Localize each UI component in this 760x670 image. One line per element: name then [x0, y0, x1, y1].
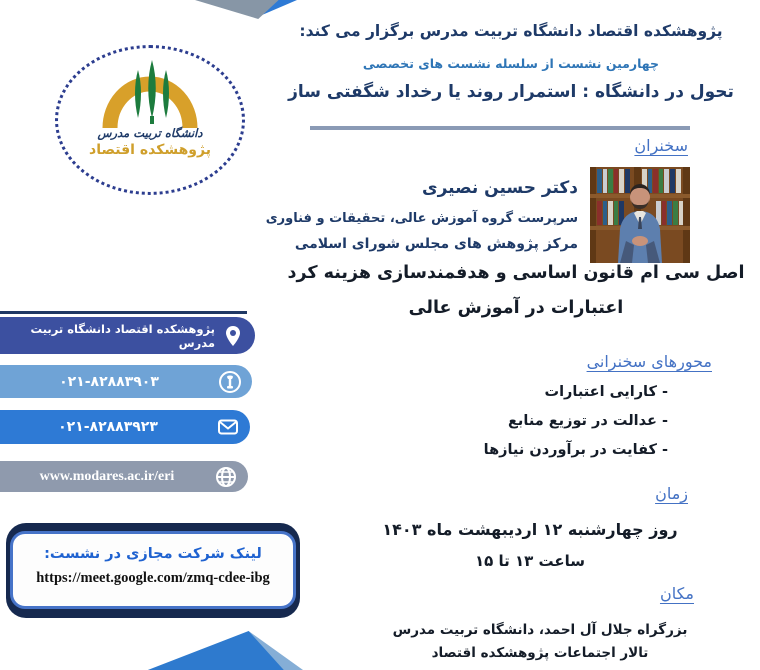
bottom-triangle-decoration	[143, 631, 303, 670]
location-hall: تالار اجتماعات پژوهشکده اقتصاد	[431, 645, 649, 661]
logo-arch-and-trees-icon	[90, 58, 210, 130]
speaker-role-1: سرپرست گروه آموزش عالی، تحقیقات و فناوری	[265, 211, 578, 226]
contact-fax-pill	[0, 410, 250, 444]
event-date: روز چهارشنبه ۱۲ اردیبهشت ماه ۱۴۰۳	[382, 520, 678, 539]
talk-title-line-1: اصل سی ام قانون اساسی و هدفمندسازی هزینه کرد	[287, 263, 745, 283]
topics-section-heading: محورهای سخنرانی	[586, 352, 712, 371]
contact-phone-pill	[0, 365, 252, 398]
speaker-section-heading: سخنران	[634, 136, 688, 155]
location-section-heading: مکان	[659, 584, 694, 603]
envelope-icon	[216, 415, 240, 439]
globe-icon	[214, 465, 238, 489]
virtual-meeting-box	[10, 531, 296, 609]
contact-address-pill	[0, 317, 255, 354]
speaker-name: دکتر حسین نصیری	[422, 178, 578, 198]
topics-list	[484, 384, 668, 471]
speaker-role-2: مرکز پژوهش های مجلس شورای اسلامی	[294, 236, 578, 252]
contact-fax-number: ۰۲۱-۸۲۸۸۳۹۲۳	[58, 419, 158, 435]
contact-phone-number: ۰۲۱-۸۲۸۸۳۹۰۳	[59, 373, 159, 390]
meet-link-label: لینک شرکت مجازی در نشست:	[44, 546, 262, 562]
topic-item: - کفایت در برآوردن نیازها	[483, 442, 668, 458]
event-hours: ساعت ۱۳ تا ۱۵	[474, 552, 586, 570]
topic-item: - عدالت در توزیع منابع	[508, 413, 668, 429]
speaker-portrait-illustration	[590, 167, 690, 263]
meet-link-url[interactable]: https://meet.google.com/zmq-cdee-ibg	[36, 570, 270, 586]
logo-institute-name: پژوهشکده اقتصاد	[89, 142, 211, 158]
location-pin-icon	[221, 324, 245, 348]
title-divider	[310, 126, 690, 130]
event-title: تحول در دانشگاه : استمرار روند یا رخداد شگفتی ساز	[288, 82, 734, 102]
topic-item: - کارایی اعتبارات	[544, 384, 668, 400]
logo-university-name: دانشگاه تربیت مدرس	[97, 126, 203, 140]
location-address: بزرگراه جلال آل احمد، دانشگاه تربیت مدرس	[392, 622, 688, 638]
top-ribbon-decoration	[195, 0, 297, 19]
series-line: چهارمین نشست از سلسله نشست های تخصصی	[362, 56, 660, 71]
time-section-heading: زمان	[655, 484, 688, 503]
phone-icon	[218, 370, 242, 394]
organizer-line: پژوهشکده اقتصاد دانشگاه تربیت مدرس برگزار می کند:	[299, 22, 723, 40]
speaker-photo	[590, 167, 690, 263]
contact-website-pill[interactable]	[0, 461, 248, 492]
contact-address-text: پژوهشکده اقتصاد دانشگاه تربیت مدرس	[30, 321, 215, 350]
university-logo	[55, 45, 245, 195]
pill-accent-line	[0, 311, 247, 314]
talk-title-line-2: اعتبارات در آموزش عالی	[408, 298, 624, 318]
contact-website-url[interactable]: www.modares.ac.ir/eri	[39, 468, 175, 484]
